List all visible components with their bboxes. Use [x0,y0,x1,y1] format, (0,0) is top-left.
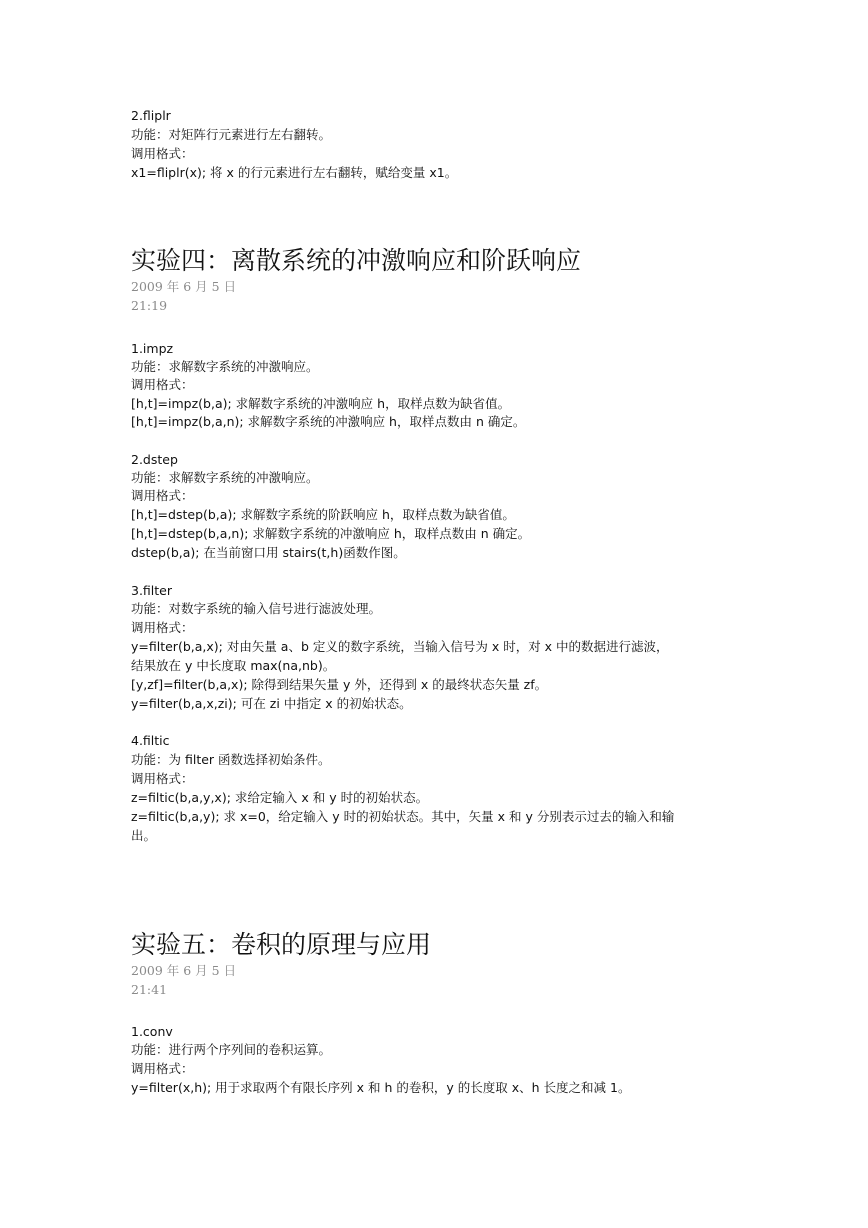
filter-syntax-3: y=filter(b,a,x,zi); 可在 zi 中指定 x 的初始状态。 [131,696,412,711]
impz-function: 功能：求解数字系统的冲激响应。 [131,359,319,374]
experiment-5-time: 21:41 [131,982,168,997]
filtic-syntax-1: z=filtic(b,a,y,x); 求给定输入 x 和 y 时的初始状态。 [131,790,429,805]
dstep-function: 功能：求解数字系统的冲激响应。 [131,470,319,485]
filtic-syntax-2: z=filtic(b,a,y); 求 x=0，给定输入 y 时的初始状态。其中，矢量 x 和 y 分别表示过去的输入和输 [131,809,675,824]
experiment-5-date: 2009 年 6 月 5 日 [131,963,237,978]
experiment-5-heading: 实验五：卷积的原理与应用 [131,930,432,959]
dstep-syntax-3: dstep(b,a); 在当前窗口用 stairs(t,h)函数作图。 [131,545,406,560]
conv-usage-label: 调用格式： [131,1061,194,1076]
filtic-title: 4.filtic [131,733,170,748]
filtic-function: 功能：为 filter 函数选择初始条件。 [131,752,331,767]
impz-syntax-2: [h,t]=impz(b,a,n); 求解数字系统的冲激响应 h，取样点数由 n 确定。 [131,414,526,429]
filter-title: 3.filter [131,583,173,598]
conv-syntax-1: y=filter(x,h); 用于求取两个有限长序列 x 和 h 的卷积，y 的长度取 x、h 长度之和减 1。 [131,1080,631,1095]
filtic-syntax-2-cont: 出。 [131,828,157,843]
conv-function: 功能：进行两个序列间的卷积运算。 [131,1042,332,1057]
dstep-usage-label: 调用格式： [131,488,194,503]
filtic-usage-label: 调用格式： [131,771,194,786]
impz-syntax-1: [h,t]=impz(b,a); 求解数字系统的冲激响应 h，取样点数为缺省值。 [131,396,511,411]
dstep-syntax-1: [h,t]=dstep(b,a); 求解数字系统的阶跃响应 h，取样点数为缺省值。 [131,507,515,522]
fliplr-usage-label: 调用格式： [131,146,194,161]
dstep-syntax-2: [h,t]=dstep(b,a,n); 求解数字系统的冲激响应 h，取样点数由 n 确定。 [131,526,531,541]
impz-title: 1.impz [131,341,174,356]
experiment-4-date: 2009 年 6 月 5 日 [131,279,237,294]
experiment-4-heading: 实验四：离散系统的冲激响应和阶跃响应 [131,246,582,275]
fliplr-syntax-1: x1=fliplr(x); 将 x 的行元素进行左右翻转，赋给变量 x1。 [131,165,458,180]
filter-syntax-2: [y,zf]=filter(b,a,x); 除得到结果矢量 y 外，还得到 x 的最终状态矢量 zf。 [131,677,548,692]
filter-function: 功能：对数字系统的输入信号进行滤波处理。 [131,601,382,616]
filter-syntax-1: y=filter(b,a,x); 对由矢量 a、b 定义的数字系统，当输入信号为 x 时，对 x 中的数据进行滤波， [131,639,669,654]
fliplr-title: 2.fliplr [131,108,171,123]
filter-usage-label: 调用格式： [131,620,194,635]
impz-usage-label: 调用格式： [131,377,194,392]
filter-syntax-1-cont: 结果放在 y 中长度取 max(na,nb)。 [131,658,336,673]
dstep-title: 2.dstep [131,452,178,467]
fliplr-function: 功能：对矩阵行元素进行左右翻转。 [131,127,332,142]
conv-title: 1.conv [131,1024,173,1039]
experiment-4-time: 21:19 [131,298,168,313]
